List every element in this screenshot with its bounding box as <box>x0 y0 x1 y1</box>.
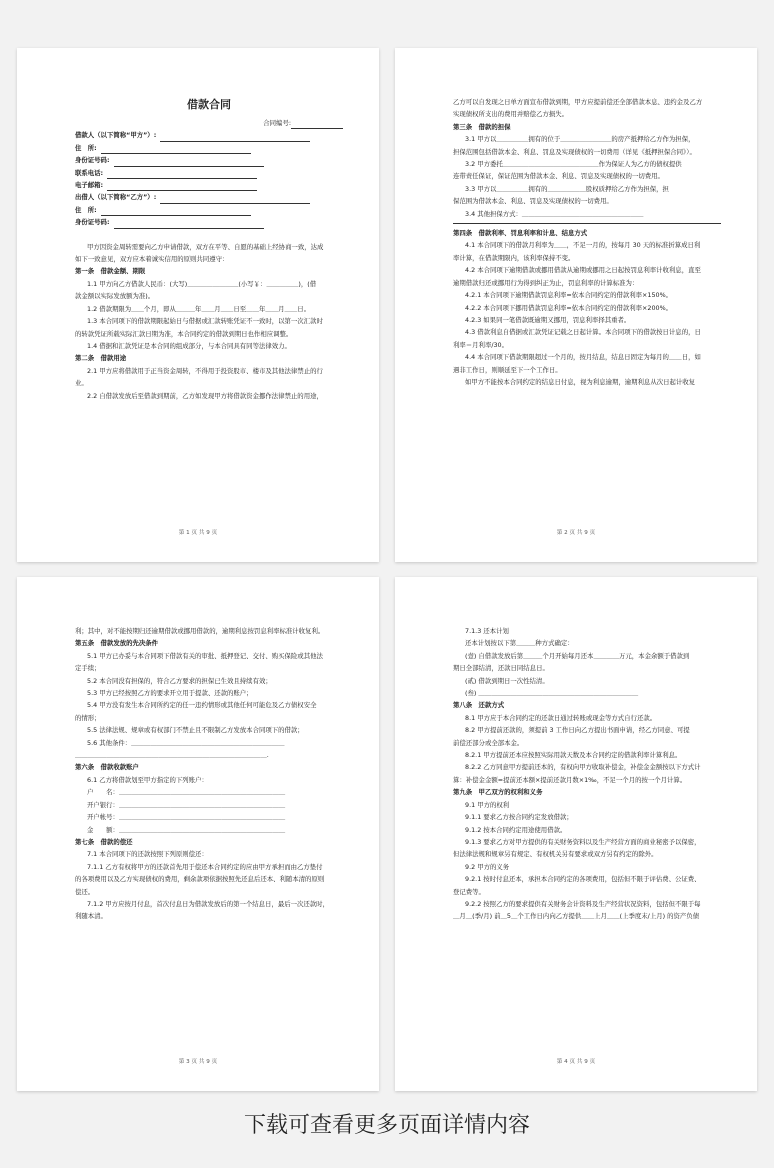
text-line: 6.1 乙方将借款划至甲方指定的下列账户： <box>87 775 208 784</box>
field-blank <box>107 171 257 179</box>
text-line: 第五条 借款发放的先决条件 <box>75 639 159 648</box>
text-line: 1.2 借款期限为＿＿个月，即从＿＿＿年＿＿月＿＿日至＿＿年＿＿月＿＿日。 <box>87 304 311 313</box>
party-field <box>75 204 343 216</box>
text-line: 利随本清。 <box>75 912 107 921</box>
page-number: 第 2 页 共 9 页 <box>556 530 596 536</box>
text-line: 如下一致意见，双方应本着诚实信用的原则共同遵守： <box>75 255 229 264</box>
text-line: 9.2 甲方的义务 <box>465 862 510 871</box>
text-line: 7.1.3 还本计划 <box>465 627 509 635</box>
text-line: 连带责任保证，保证范围为借款本金、利息、罚息及实现债权的一切费用。 <box>453 172 664 181</box>
text-line: 第七条 借款的偿还 <box>75 837 133 846</box>
text-line: 率计算，在借款期限内，该利率保持不变。 <box>453 253 575 262</box>
text-line: 开户银行：＿＿＿＿＿＿＿＿＿＿＿＿＿＿＿＿＿＿＿＿＿＿＿＿＿＿ <box>87 800 286 809</box>
text-line: 定手续； <box>75 664 101 673</box>
party-field <box>75 216 343 228</box>
party-field <box>75 129 343 141</box>
text-line: 1.1 甲方向乙方借款人民币：(大写)＿＿＿＿＿＿＿＿(小写￥：＿＿＿＿＿)，(借 <box>87 279 317 288</box>
text-line: 3.4 其他担保方式：＿＿＿＿＿＿＿＿＿＿＿＿＿＿＿＿＿＿＿ <box>465 209 644 218</box>
text-line: 9.1 甲方的权利 <box>465 800 510 809</box>
text-line: 9.2.2 按照乙方的要求提供有关财务会计资料及生产经营状况资料，包括但不限于每 <box>465 899 701 908</box>
text-line: 第六条 借款收款账户 <box>75 763 139 772</box>
field-blank <box>160 134 310 142</box>
text-line: 9.2.1 按时付息还本，承担本合同约定的各项费用，包括但不限于评估费、公证费、 <box>465 875 701 884</box>
party-field <box>75 142 343 154</box>
text-line: 2.1 甲方应将借款用于正当资金周转，不得用于投资股市、楼市及其他法律禁止的行 <box>87 366 323 375</box>
field-label: 电子邮箱: <box>75 181 104 190</box>
text-line: 2.2 自借款发放后至借款到期前，乙方如发现甲方将借款资金挪作法律禁止的用途， <box>87 391 323 400</box>
document-title: 借款合同 <box>187 98 231 111</box>
field-label: 联系电话: <box>75 168 104 177</box>
text-line: 7.1.1 乙方有权将甲方的还款首先用于偿还本合同约定的应由甲方承担而由乙方垫付 <box>87 862 323 871</box>
text-line: 5.6 其他条件：＿＿＿＿＿＿＿＿＿＿＿＿＿＿＿＿＿＿＿＿＿＿＿＿ <box>87 738 285 747</box>
field-label: 住 所: <box>75 205 97 214</box>
contract-page-3 <box>17 577 379 1091</box>
contract-number-row: 合同编号: <box>75 117 343 129</box>
text-line: 利率＝月利率/30。 <box>453 340 509 349</box>
field-blank <box>107 183 257 191</box>
field-label: 身份证号码: <box>75 156 110 165</box>
text-line: 款金额以实际发放额为准)。 <box>75 292 155 301</box>
text-line: 4.2 本合同项下逾期借款或挪用借款从逾期或挪用之日起按罚息利率计收利息，直至 <box>465 266 701 275</box>
text-line: ＿＿＿＿＿＿＿＿＿＿＿＿＿＿＿＿＿＿＿＿＿＿＿＿＿＿＿＿＿＿. <box>75 751 269 760</box>
text-line: 期日全部结清，还款日同结息日。 <box>453 664 549 673</box>
page-number: 第 3 页 共 9 页 <box>178 1059 218 1065</box>
page-body <box>75 625 343 923</box>
text-line: 甲方因资金周转需要向乙方申请借款，双方在平等、自愿的基础上经协商一致，达成 <box>87 242 324 251</box>
text-line: 4.2.1 本合同项下逾期借款罚息利率=依本合同约定的借款利率×150%。 <box>465 291 673 300</box>
page-number: 第 4 页 共 9 页 <box>556 1059 596 1065</box>
text-line: 第八条 还款方式 <box>453 701 505 710</box>
text-line: 3.3 甲方以＿＿＿＿＿拥有的＿＿＿＿＿＿股权质押给乙方作为担保，担 <box>465 184 669 193</box>
party-field <box>75 167 343 179</box>
text-line: 登记费等。 <box>453 887 485 896</box>
text-line: 1.3 本合同项下的借款期限起始日与借据或汇款转账凭证不一致时，以第一次汇款时 <box>87 317 323 326</box>
text-line: 业。 <box>75 379 88 388</box>
text-line: 第九条 甲乙双方的权利和义务 <box>453 788 543 797</box>
text-line: 4.3 借款利息自借据或汇款凭证记载之日起计算。本合同项下的借款按日计息的，日 <box>465 328 701 337</box>
text-line: 利；其中，对不能按期归还逾期借款或挪用借款的，逾期利息按罚息利率标准计收复利。 <box>75 627 325 635</box>
text-line: 逾期借款归还或挪用行为得到纠正为止，罚息利率的计算标准为： <box>453 278 639 287</box>
text-line: 5.4 甲方没有发生本合同所约定的任一违约情形或其他任何可能危及乙方债权安全 <box>87 701 317 710</box>
text-line: 前偿还部分或全部本金。 <box>453 738 524 747</box>
text-line: 7.1 本合同项下的还款按照下列原则偿还： <box>87 850 208 859</box>
field-blank <box>101 208 251 216</box>
text-line: 但法律法规和规章另有规定、有权机关另有要求或双方另有约定的除外。 <box>453 850 658 859</box>
section-divider <box>453 223 721 224</box>
text-line: 7.1.2 甲方应按月付息，首次付息日为借款发放后的第一个结息日，最后一次还款时， <box>87 899 329 908</box>
field-blank <box>101 146 251 154</box>
text-line: 3.2 甲方委托＿＿＿＿＿＿＿＿＿＿＿＿＿＿＿作为保证人为乙方的债权提供 <box>465 160 682 169</box>
text-line: 还本计划按以下第＿＿＿种方式确定： <box>465 639 574 648</box>
text-line: 4.2.3 如果同一笔借款既逾期又挪用，罚息利率择其重者。 <box>465 315 631 324</box>
contract-page-2 <box>395 48 757 562</box>
text-line: 4.4 本合同项下借款期限超过一个月的，按月结息，结息日固定为每月的＿＿日，如 <box>465 353 701 362</box>
text-line: 的转款凭证所载实际汇款日期为准，本合同约定的借款到期日也作相应调整。 <box>75 329 293 338</box>
text-line: 8.2 甲方提前还款的，须提前 3 工作日向乙方提出书面申请，经乙方同意、可提 <box>465 726 690 735</box>
field-blank <box>160 196 310 204</box>
text-line: 9.1.3 要求乙方对甲方提供的有关财务资料以及生产经营方面的商业秘密予以保密， <box>465 837 701 846</box>
text-line: 第一条 借款金额、期限 <box>75 267 146 276</box>
text-line: (壹) 自借款发放后第＿＿＿个月开始每月还本＿＿＿＿万元，本金余额于借款到 <box>465 651 690 660</box>
page-body <box>453 96 721 388</box>
text-line: 5.2 本合同没有担保的，符合乙方要求的担保已生效且持续有效； <box>87 676 272 685</box>
text-line: 5.5 法律法规、规章或有权部门不禁止且不限制乙方发放本合同项下的借款； <box>87 726 304 735</box>
text-line: 9.1.1 要求乙方按合同约定发放借款； <box>465 813 573 822</box>
text-line: ＿月＿(季/月) 前＿5＿个工作日内向乙方提供＿＿上月＿＿(上季度末/上月) 的资产负债 <box>453 912 700 921</box>
field-label: 身份证号码: <box>75 218 110 227</box>
field-label: 借款人（以下简称“甲方”）: <box>75 131 157 140</box>
text-line: 算：补偿金金额=提前还本额×提前还款月数×1‰，不足一个月的按一个月计算。 <box>453 775 687 784</box>
text-line: 第三条 借款的担保 <box>453 122 511 131</box>
text-line: (贰) 借款到期日一次性结清。 <box>465 676 549 685</box>
text-line: 乙方可以自发现之日单方面宣布借款到期，甲方应提前偿还全部借款本息、违约金及乙方 <box>453 98 703 106</box>
text-line: 5.1 甲方已办妥与本合同项下借款有关的审批、抵押登记、交付、购买保险或其他法 <box>87 651 323 660</box>
contract-page-4 <box>395 577 757 1091</box>
field-blank <box>114 221 264 229</box>
text-line: 1.4 借据和汇款凭证是本合同的组成部分，与本合同具有同等法律效力。 <box>87 341 291 350</box>
text-line: 实现债权所支出的费用并赔偿乙方损失。 <box>453 110 569 119</box>
text-line: 8.2.1 甲方提前还本应按照实际用款天数及本合同约定的借款利率计算利息。 <box>465 751 682 760</box>
field-blank <box>114 159 264 167</box>
field-label: 住 所: <box>75 143 97 152</box>
text-line: 5.3 甲方已经按照乙方的要求开立用于提款、还款的账户； <box>87 689 253 698</box>
page-body <box>75 241 343 402</box>
text-line: 担保范围包括借款本金、利息、罚息及实现债权的一切费用（详见《抵押担保合同》）。 <box>453 147 696 156</box>
text-line: 遇非工作日，则顺延至下一个工作日。 <box>453 365 562 374</box>
party-field <box>75 191 343 203</box>
party-field <box>75 154 343 166</box>
text-line: 偿还。 <box>75 887 95 896</box>
text-line: 第二条 借款用途 <box>75 354 127 363</box>
page-number: 第 1 页 共 9 页 <box>178 530 218 536</box>
text-line: 9.1.2 按本合同约定用途使用借款。 <box>465 825 567 834</box>
text-line: 开户帐号：＿＿＿＿＿＿＿＿＿＿＿＿＿＿＿＿＿＿＿＿＿＿＿＿＿＿ <box>87 813 286 822</box>
party-field <box>75 179 343 191</box>
text-line: 4.1 本合同项下的借款月利率为＿＿，不足一月的，按每月 30 天的标准折算成日利 <box>465 241 701 250</box>
text-line: 的情形； <box>75 713 101 722</box>
text-line: 如甲方不能按本合同约定的结息日付息，视为利息逾期，逾期利息从次日起计收复 <box>465 377 696 386</box>
contract-page-1 <box>17 48 379 562</box>
text-line: 金 额：＿＿＿＿＿＿＿＿＿＿＿＿＿＿＿＿＿＿＿＿＿＿＿＿＿＿ <box>87 825 286 834</box>
page-body <box>453 625 721 923</box>
field-label: 出借人（以下简称“乙方”）: <box>75 193 157 202</box>
text-line: (叁) ＿＿＿＿＿＿＿＿＿＿＿＿＿＿＿＿＿＿＿＿＿＿＿＿＿ <box>465 689 639 698</box>
text-line: 第四条 借款利率、罚息利率和计息、结息方式 <box>453 229 588 238</box>
download-more-caption: 下载可查看更多页面详情内容 <box>243 1113 530 1138</box>
text-line: 保范围为借款本金、利息、罚息及实现债权的一切费用。 <box>453 197 613 206</box>
text-line: 8.1 甲方应于本合同约定的还款日通过转账或现金等方式自行还款。 <box>465 713 657 722</box>
text-line: 8.2.2 乙方同意甲方提前还本的，有权向甲方收取补偿金，补偿金金额按以下方式计 <box>465 763 701 772</box>
text-line: 户 名：＿＿＿＿＿＿＿＿＿＿＿＿＿＿＿＿＿＿＿＿＿＿＿＿＿＿ <box>87 788 286 797</box>
text-line: 4.2.2 本合同项下挪用借款罚息利率=依本合同约定的借款利率×200%。 <box>465 303 673 312</box>
text-line: 3.1 甲方以＿＿＿＿＿拥有的位于＿＿＿＿＿＿＿＿的房产抵押给乙方作为担保， <box>465 135 695 144</box>
text-line: 的各项费用以及乙方实现债权的费用，剩余款项依据按照先还息后还本、利随本清的原则 <box>75 875 325 884</box>
party-fields <box>75 129 343 228</box>
